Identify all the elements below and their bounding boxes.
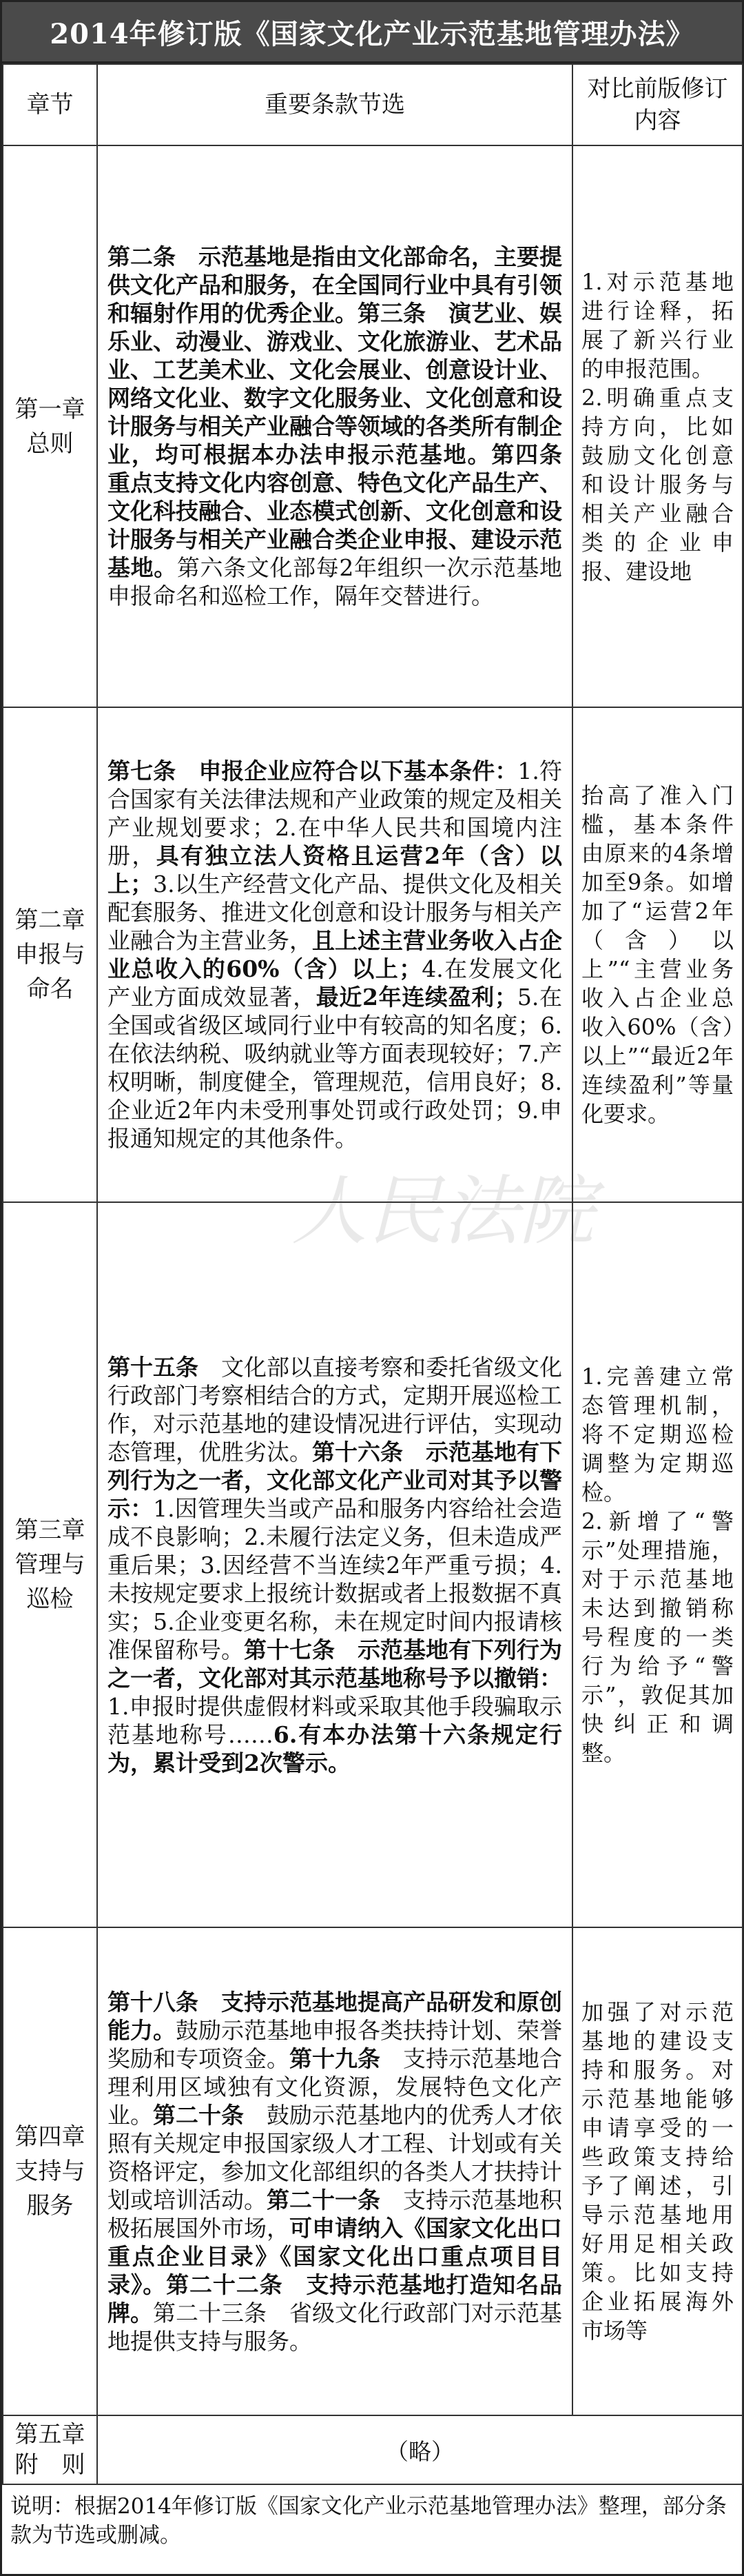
document-title: 2014年修订版《国家文化产业示范基地管理办法》 xyxy=(2,2,742,63)
clause-text: 第二十条 xyxy=(153,2101,267,2129)
header-chapter: 章节 xyxy=(3,64,97,145)
clause-text: 第六条文化部每2年组织一次示范基地申报命名和巡检工作，隔年交替进行。 xyxy=(107,554,563,609)
chapter-cell xyxy=(3,707,97,1202)
omitted-cell xyxy=(97,2415,743,2484)
clause-text: 第二十三条 省级文化行政部门对示范基地提供支持与服务。 xyxy=(107,2299,562,2355)
table-row xyxy=(3,707,743,1202)
changes-text: 1.对示范基地进行诠释，拓展了新兴行业的申报范围。 2.明确重点支持方向，比如鼓励文化创意和设计服务与相关产业融合类的企业申报、建设地 xyxy=(581,268,734,585)
clause-text: 且上述主营业务收入占企业总收入的60%（含）以上； xyxy=(107,927,562,982)
clause-text: 4.在发展文化产业方面成效显著， xyxy=(107,955,562,1011)
clause-text: 具有独立法人资格且运营2年（含）以上； xyxy=(107,842,562,897)
changes-text: 加强了对示范基地的建设支持和服务。对示范基地能够申请享受的一些政策支持给予了阐述，引导示范基地用好用足相关政策。比如支持企业拓展海外市场等 xyxy=(581,1999,734,2344)
clause-text: 支持示范基地合理利用区域独有文化资源，发展特色文化产业。 xyxy=(107,2045,562,2129)
clause-text: 鼓励示范基地申报各类扶持计划、荣誉奖励和专项资金。 xyxy=(107,2016,562,2072)
table-row xyxy=(3,145,743,707)
changes-cell xyxy=(572,1927,743,2415)
chapter-cell xyxy=(3,1927,97,2415)
clause-text: 支持示范基地积极拓展国外市场， xyxy=(107,2186,562,2242)
clauses-cell xyxy=(97,145,586,707)
clauses-cell xyxy=(97,1202,572,1927)
changes-cell xyxy=(572,1202,743,1927)
clause-text: 1.符合国家有关法律法规和产业政策的规定及相关产业规划要求；2.在中华人民共和国境内注册， xyxy=(107,758,562,869)
clause-text: 6.有本办法第十六条规定行为，累计受到2次警示。 xyxy=(107,1721,562,1776)
chapter-label: 第二章 申报与 命名 xyxy=(14,906,85,1003)
header-clauses: 重要条款节选 xyxy=(97,64,572,145)
clause-text: 第十六条 示范基地有下列行为之一者，文化部文化产业司对其予以警示： xyxy=(107,1438,562,1522)
footnote: 说明：根据2014年修订版《国家文化产业示范基地管理办法》整理，部分条款为节选或删减。 xyxy=(10,2494,727,2548)
clause-text: 1.申报时提供虚假材料或采取其他手段骗取示范基地称号…… xyxy=(107,1692,562,1748)
clause-text: 1.因管理失当或产品和服务内容给社会造成不良影响；2.未履行法定义务，但未造成严重后果；3.因经营不当连续2年严重亏损；4.未按规定要求上报统计数据或者上报数据不真实；5.企业变更名称，未在规定时间内报请核准保留称号。 xyxy=(107,1494,562,1663)
clause-text: 第十九条 xyxy=(289,2045,403,2072)
clause-text: 文化部以直接考察和委托省级文化行政部门考察相结合的方式，定期开展巡检工作，对示范基地的建设情况进行评估，实现动态管理，优胜劣汰。 xyxy=(107,1353,562,1466)
table-row xyxy=(3,2415,743,2484)
clauses-cell xyxy=(97,1927,572,2415)
clauses-cell xyxy=(97,707,572,1202)
chapter-cell xyxy=(3,2415,97,2484)
regulation-table xyxy=(2,63,743,2485)
clause-text: 第三条 演艺业、娱乐业、动漫业、游戏业、文化旅游业、艺术品业、工艺美术业、文化会展业、创意设计业、网络文化业、数字文化服务业、文化创意和设计服务与相关产业融合等领域的各类所有制企业，均可根据本办法申报示范基地。 xyxy=(107,300,562,468)
chapter-cell xyxy=(3,1202,97,1927)
changes-cell xyxy=(572,707,743,1202)
chapter-label: 第五章 附 则 xyxy=(14,2421,85,2479)
clause-text: 第十八条 支持示范基地提高产品研发和原创能力。 xyxy=(107,1988,562,2044)
chapter-label: 第三章 管理与 巡检 xyxy=(14,1517,85,1613)
chapter-label: 第四章 支持与 服务 xyxy=(14,2123,85,2220)
clause-text: 第十七条 示范基地有下列行为之一者，文化部对其示范基地称号予以撤销： xyxy=(107,1636,562,1692)
watermark-text: 人民法院 xyxy=(291,1167,595,1255)
table-row xyxy=(3,1927,743,2415)
chapter-cell xyxy=(3,145,97,707)
changes-text: 抬高了准入门槛，基本条件由原来的4条增加至9条。如增加了“运营2年（含）以上”“主营业务收入占企业总收入60%（含）以上”“最近2年连续盈利”等量化要求。 xyxy=(581,782,734,1127)
clause-text: 可申请纳入《国家文化出口重点企业目录》《国家文化出口重点项目目录》。第二十二条 支持示范基地打造知名品牌。 xyxy=(107,2214,562,2326)
clause-text: 鼓励示范基地内的优秀人才依照有关规定申报国家级人才工程、计划或有关资格评定，参加文化部组织的各类人才扶持计划或培训活动。 xyxy=(107,2101,562,2213)
chapter-label: 第一章 总则 xyxy=(14,395,85,458)
clause-text: 第二十一条 xyxy=(267,2186,403,2213)
header-changes: 对比前版修订内容 xyxy=(572,64,743,145)
clause-text: 3.以生产经营文化产品、提供文化及相关配套服务、推进文化创意和设计服务与相关产业融合为主营业务， xyxy=(107,871,562,954)
changes-cell xyxy=(572,145,743,707)
table-header-row xyxy=(3,64,743,145)
clause-text: 第二条 示范基地是指由文化部命名，主要提供文化产品和服务，在全国同行业中具有引领和辐射作用的优秀企业。 xyxy=(107,243,562,327)
clause-text: 第四条 重点支持文化内容创意、特色文化产品生产、文化科技融合、业态模式创新、文化创意和设计服务与相关产业融合类企业申报、建设示范基地。 xyxy=(107,441,586,581)
clause-text: 第十五条 xyxy=(107,1353,221,1381)
omitted-text: （略） xyxy=(386,2437,454,2465)
clause-text: 5.在全国或省级区域同行业中有较高的知名度；6.在依法纳税、吸纳就业等方面表现较好；7.产权明晰，制度健全，管理规范，信用良好；8.企业近2年内未受刑事处罚或行政处罚；9.申报通知规定的其他条件。 xyxy=(107,984,562,1152)
clause-text: 第七条 申报企业应符合以下基本条件： xyxy=(107,758,518,784)
changes-text: 1.完善建立常态管理机制，将不定期巡检调整为定期巡检。 2.新增了“警示”处理措施，对于示范基地未达到撤销称号程度的一类行为给予“警示”，敦促其加快纠正和调整。 xyxy=(581,1363,734,1766)
table-row xyxy=(3,1202,743,1927)
clause-text: 最近2年连续盈利； xyxy=(316,984,517,1011)
